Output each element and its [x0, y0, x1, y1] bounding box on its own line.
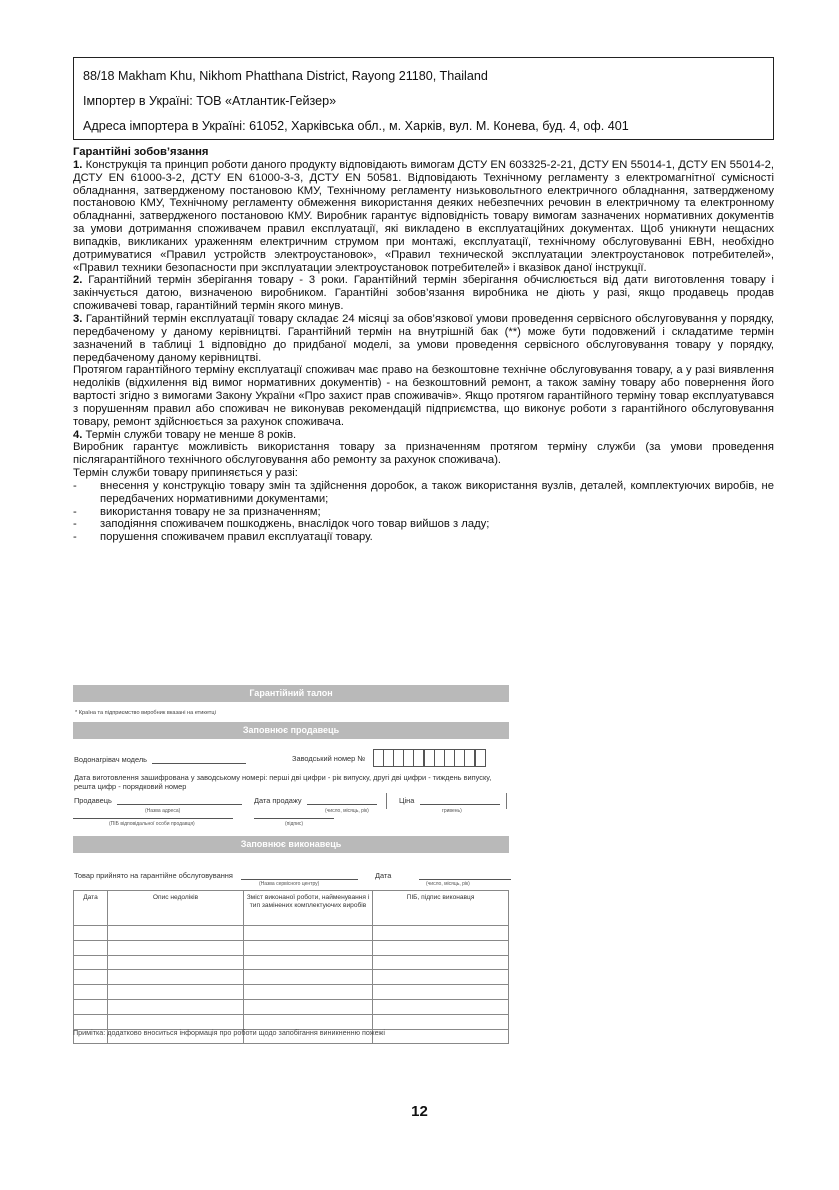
accept-date-row: [375, 871, 511, 880]
list-item-text: використання товару не за призначенням;: [100, 505, 321, 518]
clause-number: 3.: [73, 312, 83, 325]
clause-text: Термін служби товару не менше 8 років.: [82, 428, 297, 441]
table-row: [74, 926, 509, 941]
table-cell[interactable]: [108, 926, 244, 941]
importer-name: Імпортер в Україні: ТОВ «Атлантик-Гейзер»: [83, 94, 337, 108]
clause-number: 1.: [73, 158, 83, 171]
coupon-footnote: * Країна та підприємство виробник вказані на етикетці: [75, 710, 216, 716]
table-row: [74, 985, 509, 1000]
termination-list: [73, 480, 774, 544]
executor-section-bar: Заповнює виконавець: [73, 836, 509, 853]
importer-address: Адреса імпортера в Україні: 61052, Харківська обл., м. Харків, вул. М. Конева, буд. 4, оф. 401: [83, 119, 629, 133]
list-item: [73, 506, 774, 519]
model-field[interactable]: [152, 755, 246, 764]
table-row: [74, 940, 509, 955]
table-cell[interactable]: [74, 955, 108, 970]
table-cell[interactable]: [244, 970, 373, 985]
table-cell[interactable]: [373, 940, 509, 955]
serial-row: [292, 749, 486, 769]
model-row: [74, 755, 246, 764]
list-item: [73, 518, 774, 531]
serial-number-boxes[interactable]: [373, 749, 485, 769]
price-hint: гривень): [442, 808, 462, 814]
warranty-paragraph-2: [73, 274, 774, 313]
clause-number: 4.: [73, 428, 83, 441]
table-cell[interactable]: [373, 970, 509, 985]
list-dash: -: [73, 505, 77, 518]
accepted-row: [74, 871, 358, 880]
warranty-paragraph-5: Виробник гарантує можливість використання товару за призначенням протягом терміну служби (за умови проведення післягарантійного технічного обслуговування або ремонту за рахунок споживача).: [73, 441, 774, 467]
table-row: [74, 970, 509, 985]
price-field[interactable]: [420, 796, 500, 805]
table-row: [74, 1014, 509, 1029]
column-header-defects: Опис недоліків: [108, 891, 244, 926]
table-cell[interactable]: [244, 999, 373, 1014]
table-cell[interactable]: [244, 940, 373, 955]
accept-date-hint: (число, місяць, рік): [426, 881, 470, 887]
table-cell[interactable]: [244, 985, 373, 1000]
price-row: [399, 796, 500, 805]
table-cell[interactable]: [373, 955, 509, 970]
page-number: 12: [411, 1103, 428, 1120]
manufacturer-address: 88/18 Makham Khu, Nikhom Phatthana District, Rayong 21180, Thailand: [83, 69, 488, 83]
table-cell[interactable]: [373, 985, 509, 1000]
warranty-paragraph-1: [73, 159, 774, 275]
list-dash: -: [73, 518, 77, 531]
repairs-table-body: [74, 926, 509, 1044]
sale-date-row: [254, 796, 377, 805]
repairs-table: [73, 890, 509, 1044]
service-center-hint: (Назва сервісного центру): [259, 881, 320, 887]
table-cell[interactable]: [74, 1014, 108, 1029]
accepted-label: Товар прийнято на гарантійне обслуговування: [74, 871, 233, 880]
list-item-text: заподіяння споживачем пошкоджень, внаслідок чого товар вийшов з ладу;: [100, 518, 490, 531]
table-cell[interactable]: [74, 985, 108, 1000]
list-item-text: порушення споживачем правил експлуатації товару.: [100, 531, 373, 544]
table-cell[interactable]: [373, 1014, 509, 1029]
model-label: Водонагрівач модель: [74, 755, 148, 764]
list-dash: -: [73, 531, 77, 544]
seller-name-hint: (Назва адреса): [145, 808, 181, 814]
table-cell[interactable]: [244, 926, 373, 941]
sale-date-field[interactable]: [307, 796, 377, 805]
table-cell[interactable]: [244, 955, 373, 970]
table-cell[interactable]: [373, 1029, 509, 1044]
separator: [506, 793, 507, 809]
service-center-field[interactable]: [241, 871, 358, 880]
clause-text: Конструкція та принцип роботи даного продукту відповідають вимогам ДСТУ EN 603325-2-21, ДСТУ EN 55014-1, ДСТУ EN 55014-2, ДСТУ EN 61000-3-2, ДСТУ EN 61000-3-3, ДСТУ EN 50581. Відповідають Технічному регламенту з електромагнітної сумісності обладнання, затвердженому постановою КМУ, Технічному регламенту низьковольтного електричного обладнання, затвердженому постановою КМУ, Технічному регламенту обмеження використання деяких небезпечних речовин в електричному та електронному обладнанні, затвердженого постановою КМУ. Виробник гарантує відповідність товару вимогам зазначених нормативних документів за умови дотримання споживачем правил експлуатації, які викладено в експлуатаційних документах. Щоб уникнути нещасних випадків, викликаних ураженням електричним струмом при монтажі, експлуатації, технічному обслуговуванні ЕВН, необхідно дотримуватися «Правил устройств электроустановок», «Правил технической эксплуатации электроустановок потребителей», «Правил техники безопасности при эксплуатации электроустановок потребителей» і вказівок даної інструкції.: [73, 158, 774, 274]
responsible-person-field[interactable]: [73, 812, 233, 819]
warranty-section: [73, 146, 774, 544]
table-cell[interactable]: [108, 1014, 244, 1029]
seller-section-bar: Заповнює продавець: [73, 722, 509, 739]
date-code-text: Дата виготовлення зашифрована у заводському номері: перші дві цифри - рік випуску, другі дві цифри - тиждень випуску, решта цифр - порядковий номер: [74, 773, 492, 791]
accept-date-field[interactable]: [419, 871, 511, 880]
column-header-date: Дата: [74, 891, 108, 926]
table-cell[interactable]: [108, 985, 244, 1000]
table-cell[interactable]: [108, 999, 244, 1014]
list-item: [73, 531, 774, 544]
warranty-heading: Гарантійні зобов’язання: [73, 146, 209, 158]
clause-text: Гарантійний термін зберігання товару - 3 роки. Гарантійний термін зберігання обчислюється від дати виготовлення товару і закінчується датою, визначеною виробником. Гарантійні зобов’язання виробника не діють у разі, якщо продавець продав споживачеві товар, гарантійний термін якого минув.: [73, 274, 774, 313]
column-header-executor: ПІБ, підпис виконавця: [373, 891, 509, 926]
table-cell[interactable]: [108, 955, 244, 970]
table-cell[interactable]: [373, 999, 509, 1014]
table-header-row: [74, 891, 509, 926]
list-item: [73, 480, 774, 506]
coupon-title-bar: Гарантійний талон: [73, 685, 509, 702]
column-header-work: Зміст виконаної роботи, найменування і тип замінених комплектуючих виробів: [244, 891, 373, 926]
table-row: [74, 999, 509, 1014]
clause-text: Гарантійний термін експлуатації товару складає 24 місяці за обов’язкової умови проведення сервісного обслуговування у порядку, передбаченому у даному керівництві. Гарантійний термін на внутрішній бак (**) може бути подовжений і складатиме термін зазначений в таблиці 1 відповідно до придбаної моделі, за умови проведення сервісного обслуговування товару у порядку, передбаченому даному керівництві.: [73, 312, 774, 364]
table-row: [74, 955, 509, 970]
list-dash: -: [73, 479, 77, 492]
seller-label: Продавець: [74, 796, 112, 805]
table-cell[interactable]: [74, 940, 108, 955]
sale-date-hint: (число, місяць, рік): [325, 808, 369, 814]
separator: [386, 793, 387, 809]
price-label: Ціна: [399, 796, 415, 805]
warranty-paragraph-3b: Протягом гарантійного терміну експлуатації споживач має право на безкоштовне технічне обслуговування товару, а у разі виявлення недоліків (відхилення від вимог нормативних документів) - на безкоштовний ремонт, а також заміну товару або повернення його вартості згідно з вимогами Закону України «Про захист прав споживачів». Якщо протягом гарантійного терміну товар експлуатувався з порушенням правил або споживач не виконував рекомендацій підприємства, що виконує роботи з гарантійного обслуговування товару, ремонт здійснюється за рахунок споживача.: [73, 364, 774, 428]
seller-field[interactable]: [117, 796, 242, 805]
table-cell[interactable]: [108, 970, 244, 985]
warranty-paragraph-4: [73, 429, 774, 442]
table-cell[interactable]: [74, 926, 108, 941]
table-cell[interactable]: [373, 926, 509, 941]
accept-date-label: Дата: [375, 871, 392, 880]
clause-number: 2.: [73, 274, 83, 287]
table-cell[interactable]: [74, 999, 108, 1014]
warranty-paragraph-6: Термін служби товару припиняється у разі:: [73, 467, 298, 480]
table-cell[interactable]: [74, 970, 108, 985]
warranty-paragraph-3: [73, 313, 774, 364]
responsible-person-hint: (ПІБ відповідальної особи продавця): [109, 821, 195, 827]
serial-label: Заводський номер №: [292, 753, 366, 763]
signature-field[interactable]: [254, 812, 334, 819]
list-item-text: внесення у конструкцію товару змін та здійснення доробок, а також використання вузлів, деталей, комплектуючих виробів, не передбачених нормативними документами;: [100, 479, 774, 505]
sale-date-label: Дата продажу: [254, 796, 302, 805]
signature-hint: (підпис): [285, 821, 304, 827]
table-cell[interactable]: [108, 940, 244, 955]
importer-box: [73, 57, 774, 140]
seller-row: [74, 796, 242, 805]
table-cell[interactable]: [244, 1014, 373, 1029]
coupon-note: Примітка: додатково вноситься інформація про роботи щодо запобігання виникненню пожежі: [73, 1028, 385, 1037]
